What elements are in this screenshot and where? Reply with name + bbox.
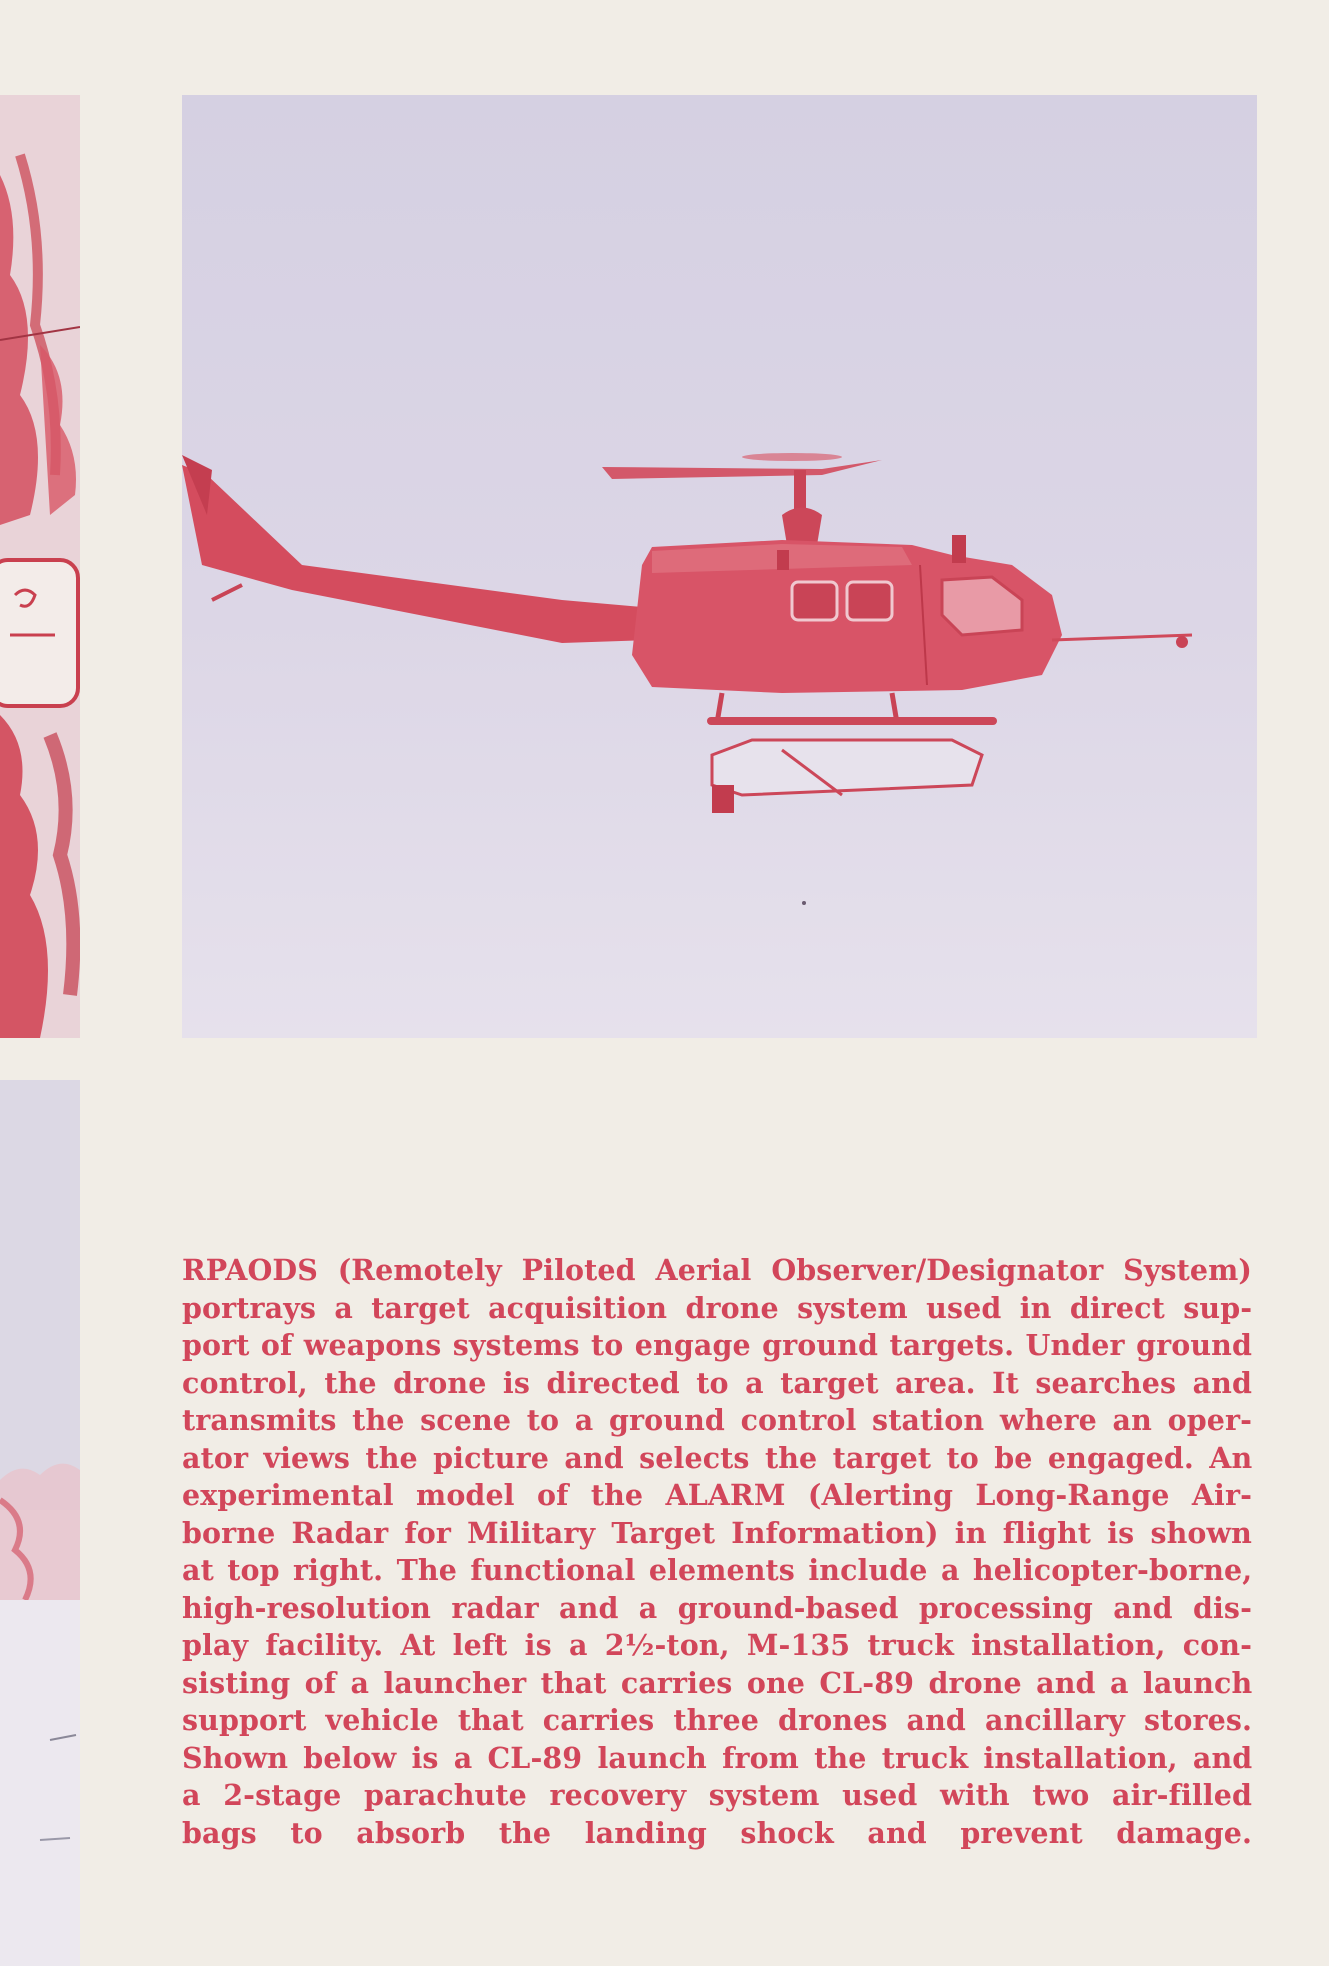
caption-line: play facility. At left is a 2½-ton, M-135 truck installation, con- <box>182 1628 1253 1662</box>
caption-line: borne Radar for Military Target Information) in flight is shown <box>182 1515 1252 1550</box>
caption-line: portrays a target acquisition drone system used in direct sup- <box>182 1290 1253 1325</box>
caption-line: Shown below is a CL-89 launch from the truck installation, and <box>182 1740 1253 1775</box>
caption-line: support vehicle that carries three drones and ancillary stores. <box>182 1703 1252 1737</box>
caption-line: experimental model of the ALARM (Alerting Long-Range Air- <box>182 1478 1252 1512</box>
caption-line: port of weapons systems to engage ground targets. Under ground <box>182 1328 1252 1362</box>
caption-line: transmits the scene to a ground control station where an oper- <box>182 1403 1252 1437</box>
caption-line: RPAODS (Remotely Piloted Aerial Observer/Designator System) <box>182 1253 1252 1287</box>
caption-line: control, the drone is directed to a target area. It searches and <box>182 1365 1252 1400</box>
helicopter-alarm-photo <box>182 95 1257 1038</box>
caption-line: bags to absorb the landing shock and prevent damage. <box>182 1815 1252 1850</box>
caption-line: at top right. The functional elements include a helicopter-borne, <box>182 1553 1253 1587</box>
snow-field-photo-partial <box>0 1080 80 1966</box>
caption-line: high-resolution radar and a ground-based processing and dis- <box>182 1590 1252 1625</box>
caption-paragraph <box>182 1252 1252 1852</box>
caption-line: a 2-stage parachute recovery system used with two air-filled <box>182 1778 1252 1812</box>
truck-launcher-photo-partial <box>0 95 80 1038</box>
caption-line: sisting of a launcher that carries one CL-89 drone and a launch <box>182 1665 1253 1700</box>
caption-line: ator views the picture and selects the target to be engaged. An <box>182 1440 1253 1475</box>
